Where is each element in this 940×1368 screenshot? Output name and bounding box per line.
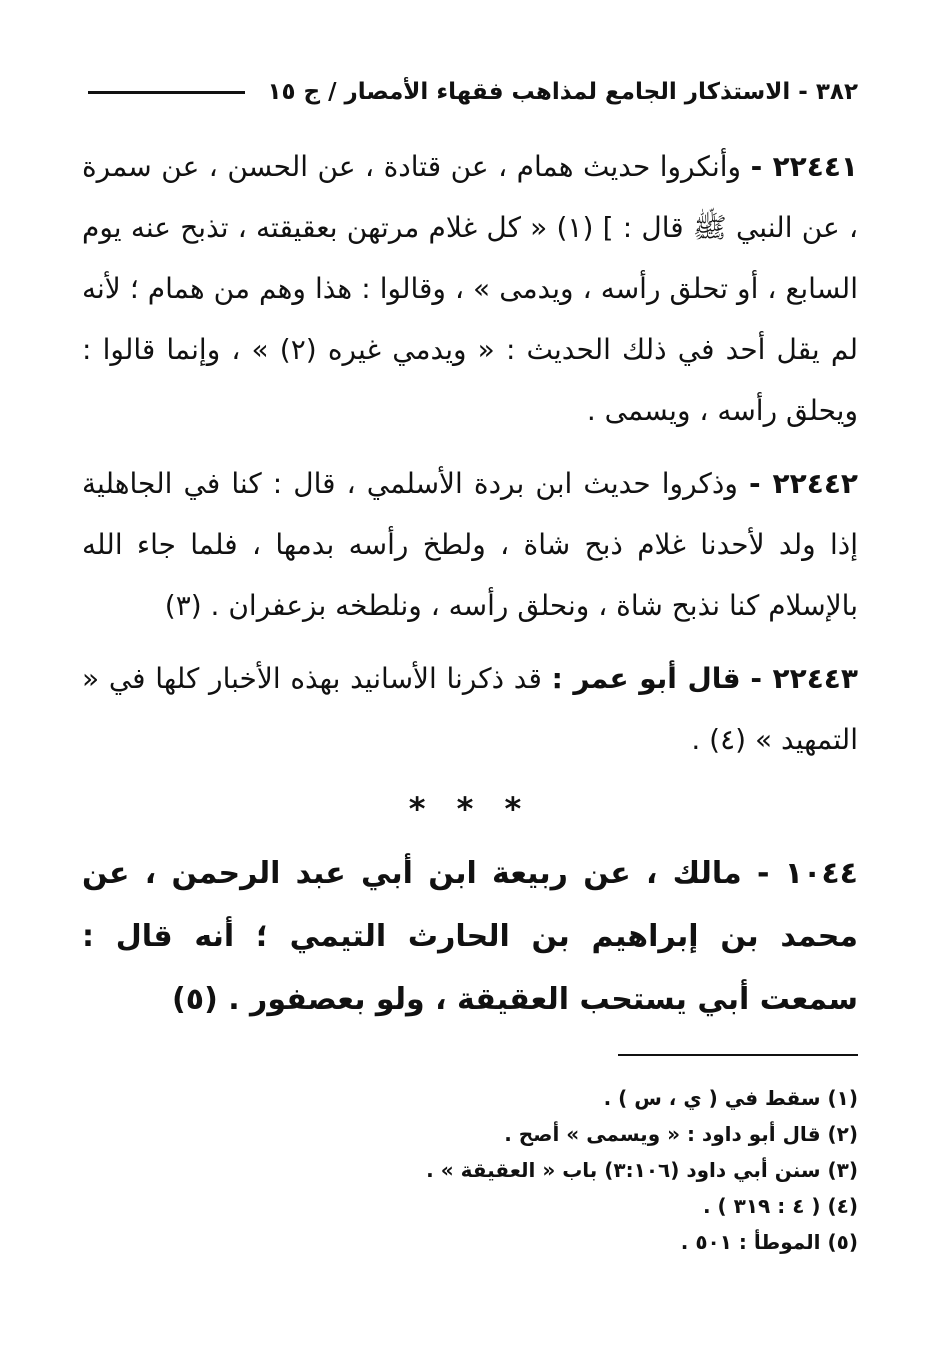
- paragraph-22443: [82, 648, 858, 770]
- paragraph-number: ٢٢٤٤٣ -: [750, 662, 858, 695]
- hadith-text: مالك ، عن ربيعة ابن أبي عبد الرحمن ، عن محمد بن إبراهيم بن الحارث التيمي ؛ أنه قال : سمعت أبي يستحب العقيقة ، ولو بعصفور . (٥): [82, 856, 858, 1017]
- paragraph-lead: قال أبو عمر :: [551, 662, 741, 695]
- footnote-2: (٢) قال أبو داود : « ويسمى » أصح .: [504, 1122, 858, 1146]
- footnote-3: (٣) سنن أبي داود (٣:١٠٦) باب « العقيقة » .: [426, 1158, 858, 1182]
- paragraph-22442: [82, 453, 858, 636]
- section-separator: * * *: [408, 790, 532, 828]
- paragraph-text: وذكروا حديث ابن بردة الأسلمي ، قال : كنا في الجاهلية إذا ولد لأحدنا غلام ذبح شاة ، ولطخ رأسه بدمها ، فلما جاء الله بالإسلام كنا نذبح شاة ، ونحلق رأسه ، ونلطخه بزعفران . (٣): [82, 467, 858, 622]
- paragraph-number: ٢٢٤٤٢ -: [748, 467, 858, 500]
- running-head: ٣٨٢ - الاستذكار الجامع لمذاهب فقهاء الأمصار / ج ١٥: [267, 79, 858, 105]
- main-text: [82, 136, 858, 782]
- footnote-4: (٤) ( ٤ : ٣١٩ ) .: [702, 1194, 858, 1218]
- paragraph-text: قد ذكرنا الأسانيد بهذه الأخبار كلها في « التمهيد » (٤) .: [82, 662, 858, 756]
- footnote-1: (١) سقط في ( ي ، س ) .: [603, 1086, 858, 1110]
- page-header: [88, 72, 858, 112]
- hadith-number: ١٠٤٤ -: [757, 856, 858, 891]
- footnotes: [82, 1080, 858, 1260]
- footnote-5: (٥) الموطأ : ٥٠١ .: [680, 1230, 858, 1254]
- paragraph-text: وأنكروا حديث همام ، عن قتادة ، عن الحسن ، عن سمرة ، عن النبي ﷺ قال : ] (١) « كل غلام مرتهن بعقيقته ، تذبح عنه يوم السابع ، أو تحلق رأسه ، ويدمى » ، وقالوا : هذا وهم من همام ؛ لأنه لم يقل أحد في ذلك الحديث : « ويدمي غيره (٢) » ، وإنما قالوا : ويحلق رأسه ، ويسمى .: [82, 150, 859, 427]
- header-rule: [88, 91, 245, 94]
- hadith-1044: [82, 842, 858, 1031]
- footnote-rule: [618, 1054, 858, 1056]
- paragraph-22441: [82, 136, 858, 441]
- paragraph-number: ٢٢٤٤١ -: [750, 150, 859, 183]
